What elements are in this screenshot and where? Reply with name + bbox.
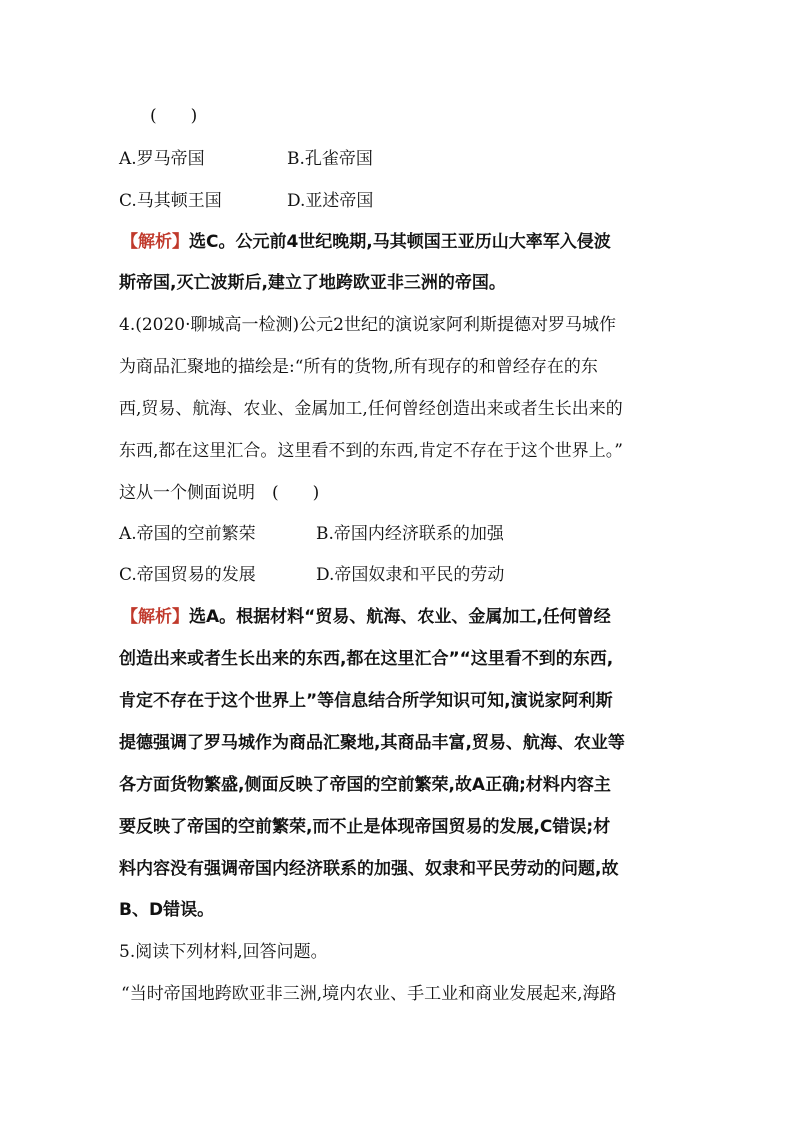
q5-stem: 5.阅读下列材料,回答问题。	[119, 942, 328, 962]
analysis-text: 选A。根据材料“贸易、航海、农业、金属加工,任何曾经	[189, 607, 611, 627]
q4-analysis-line-6: 要反映了帝国的空前繁荣,而不止是体现帝国贸易的发展,C错误;材	[119, 817, 611, 837]
analysis-text: 选C。公元前4世纪晚期,马其顿国王亚历山大率军入侵波	[189, 232, 611, 252]
q4-analysis-line-8: B、D错误。	[119, 900, 215, 920]
q4-option-c: C.帝国贸易的发展	[119, 565, 256, 585]
q4-analysis-line-5: 各方面货物繁盛,侧面反映了帝国的空前繁荣,故A正确;材料内容主	[119, 775, 611, 795]
q4-analysis-line-2: 创造出来或者生长出来的东西,都在这里汇合”“这里看不到的东西,	[119, 649, 614, 669]
q3-option-a: A.罗马帝国	[119, 149, 205, 169]
analysis-tag: 【解析】	[121, 607, 189, 627]
q4-analysis-line-4: 提德强调了罗马城作为商品汇聚地,其商品丰富,贸易、航海、农业等	[119, 733, 625, 753]
answer-bracket: ( )	[150, 106, 198, 126]
q4-analysis-line-3: 肯定不存在于这个世界上”等信息结合所学知识可知,演说家阿利斯	[119, 691, 613, 711]
q4-stem-line-5: 这从一个侧面说明 ( )	[119, 483, 320, 503]
q5-material-line-1: “当时帝国地跨欧亚非三洲,境内农业、手工业和商业发展起来,海路	[121, 984, 617, 1004]
q4-option-b: B.帝国内经济联系的加强	[316, 524, 504, 544]
q4-analysis-line-1	[121, 605, 611, 629]
q3-analysis-line-2: 斯帝国,灭亡波斯后,建立了地跨欧亚非三洲的帝国。	[119, 273, 506, 293]
q4-stem-line-4: 东西,都在这里汇合。这里看不到的东西,肯定不存在于这个世界上。”	[119, 441, 623, 461]
q4-option-a: A.帝国的空前繁荣	[119, 524, 256, 544]
q3-option-d: D.亚述帝国	[287, 191, 374, 211]
q3-option-b: B.孔雀帝国	[287, 149, 373, 169]
q4-option-d: D.帝国奴隶和平民的劳动	[316, 565, 505, 585]
q4-stem-line-3: 西,贸易、航海、农业、金属加工,任何曾经创造出来或者生长出来的	[119, 399, 623, 419]
q3-option-c: C.马其顿王国	[119, 191, 222, 211]
q4-stem-line-1: 4.(2020·聊城高一检测)公元2世纪的演说家阿利斯提德对罗马城作	[119, 315, 616, 335]
q4-analysis-line-7: 料内容没有强调帝国内经济联系的加强、奴隶和平民劳动的问题,故	[119, 859, 619, 879]
analysis-tag: 【解析】	[121, 232, 189, 252]
q3-analysis-line-1	[121, 230, 611, 254]
q4-stem-line-2: 为商品汇聚地的描绘是:“所有的货物,所有现存的和曾经存在的东	[119, 357, 598, 377]
